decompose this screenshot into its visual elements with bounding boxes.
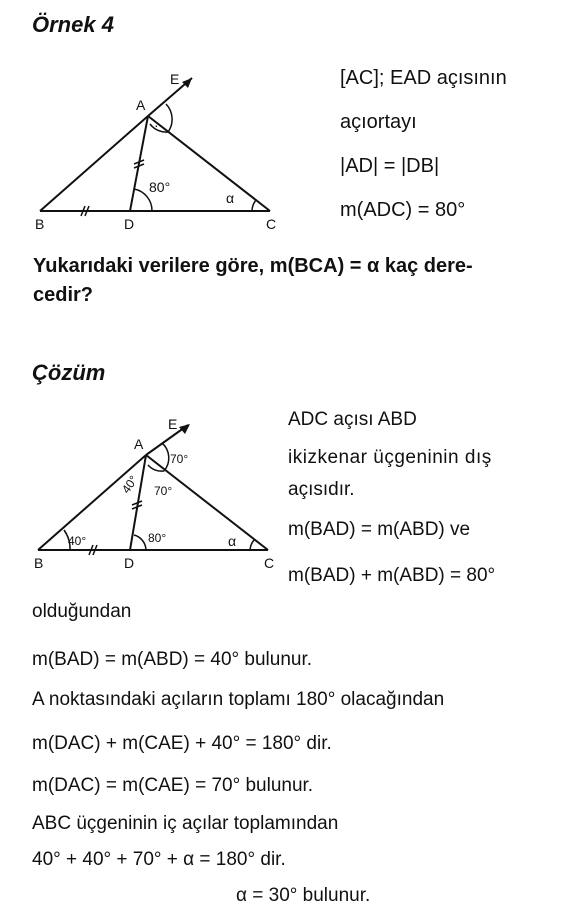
angle-arc-alpha [250, 540, 254, 550]
angle-cae-label: 70° [170, 452, 189, 466]
solution-line: m(DAC) + m(CAE) + 40° = 180° dir. [32, 733, 332, 754]
given-line: m(ADC) = 80° [340, 199, 466, 221]
point-c-label: C [266, 216, 277, 232]
angle-adc-label: 80° [148, 531, 167, 545]
solution-line: m(DAC) = m(CAE) = 70° bulunur. [32, 775, 314, 796]
given-line: |AD| = |DB| [340, 155, 440, 177]
solution-heading: Çözüm [32, 360, 106, 385]
solution-line: 40° + 40° + 70° + α = 180° dir. [32, 849, 286, 870]
point-a-label: A [134, 436, 144, 452]
point-d-label: D [124, 555, 135, 571]
segment-ac [148, 116, 270, 211]
solution-side-line: ikizkenar üçgeninin dış [288, 447, 492, 468]
angle-arc-adc [134, 535, 146, 550]
angle-alpha-label: α [226, 190, 235, 206]
point-a-label: A [136, 97, 146, 113]
solution-line: m(BAD) = m(ABD) = 40° bulunur. [32, 649, 313, 670]
right-mark: · [154, 117, 159, 133]
example-heading: Örnek 4 [32, 12, 114, 37]
angle-bad-label: 40° [118, 473, 141, 496]
angle-adc-label: 80° [149, 179, 171, 195]
solution-line: ABC üçgeninin iç açılar toplamından [32, 813, 339, 834]
solution-line: olduğundan [32, 601, 132, 622]
angle-abd-label: 40° [68, 534, 87, 548]
angle-arc-alpha [252, 200, 256, 211]
given-line: [AC]; EAD açısının [340, 67, 507, 89]
point-c-label: C [264, 555, 275, 571]
solution-side-line: m(BAD) + m(ABD) = 80° [288, 565, 496, 586]
angle-alpha-label: α [228, 533, 237, 549]
segment-ab [38, 455, 146, 550]
solution-line: α = 30° bulunur. [236, 885, 371, 906]
given-line: açıortayı [340, 111, 417, 133]
solution-side-line: açısıdır. [288, 479, 355, 500]
angle-arc-cae [166, 104, 172, 132]
solution-side-line: ADC açısı ABD [288, 409, 417, 430]
point-b-label: B [35, 216, 45, 232]
ray-arrow-icon [179, 424, 190, 434]
solution-line: A noktasındaki açıların toplamı 180° olacağından [32, 689, 445, 710]
point-b-label: B [34, 555, 44, 571]
point-e-label: E [170, 71, 180, 87]
example-figure [20, 60, 320, 235]
solution-figure [20, 415, 285, 580]
solution-side-line: m(BAD) = m(ABD) ve [288, 519, 471, 540]
point-e-label: E [168, 416, 178, 432]
angle-arc-cae [162, 443, 169, 471]
angle-dac-label: 70° [154, 484, 173, 498]
question-line: Yukarıdaki verilere göre, m(BCA) = α kaç dere- [33, 255, 473, 277]
question-line: cedir? [33, 284, 94, 306]
point-d-label: D [124, 216, 135, 232]
